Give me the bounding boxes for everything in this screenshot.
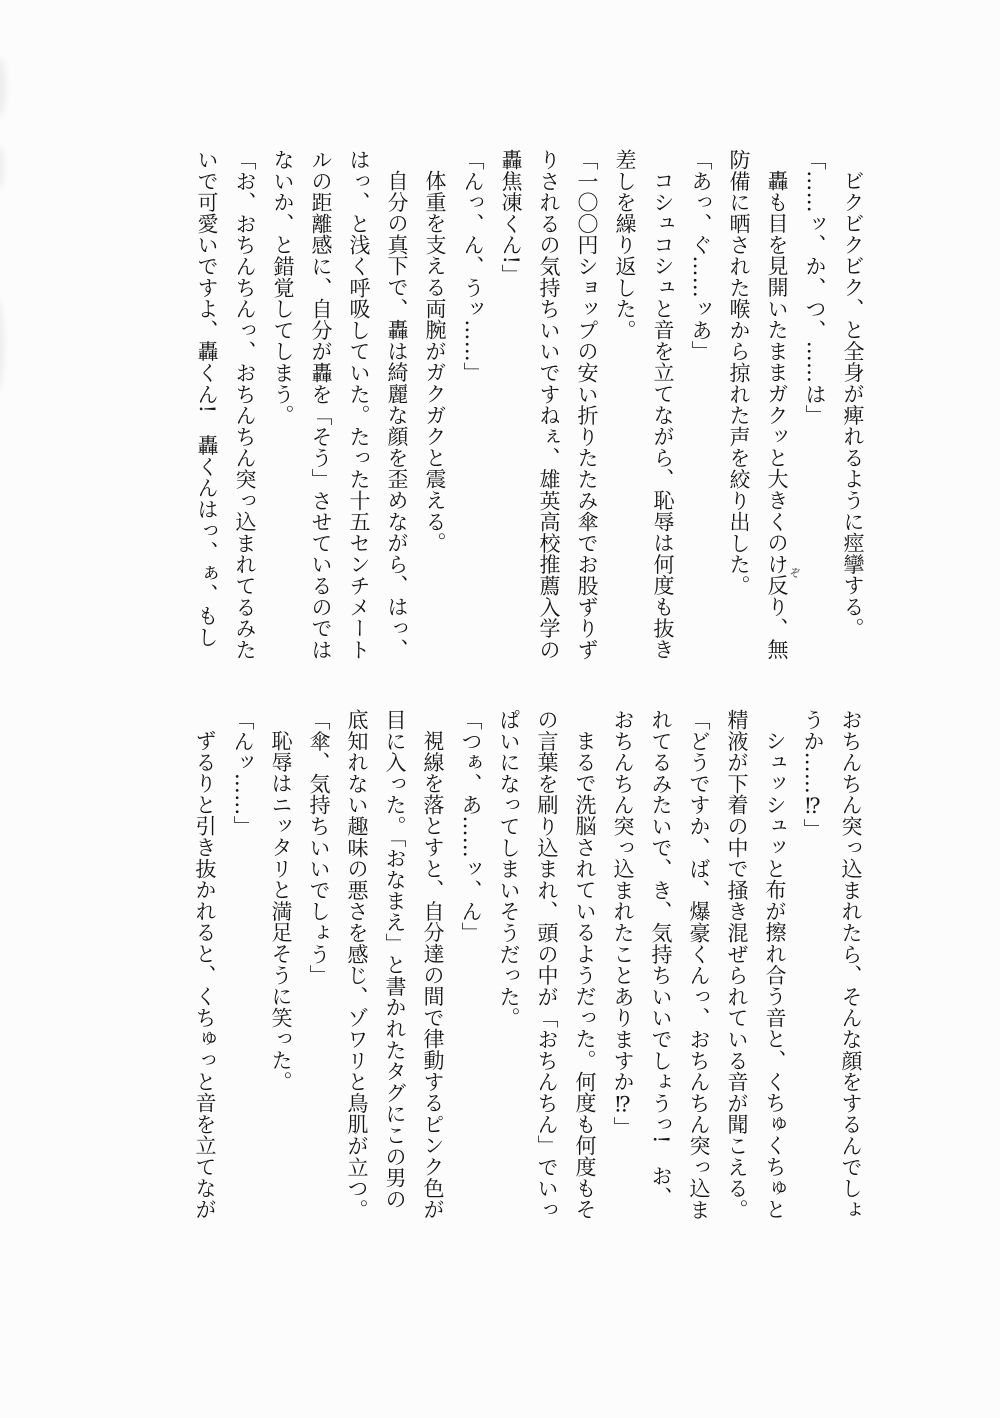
text-block-upper [188,149,872,665]
text-column: 体重を支える両腕がガクガクと震える。 [423,170,447,554]
text-column: 「傘、気持ちいいでしょう」 [307,709,331,986]
scan-artifact [0,300,4,390]
text-column: ルの距離感に、自分が轟を「そう」させているのでは [309,149,333,661]
text-column: 「んっ、ん、うッ……」 [461,149,485,384]
text-column: れてるみたいで、き、気持ちいいでしょうっ! お、 [649,709,673,1208]
text-column: はっ、と浅く呼吸していた。たった十五センチメート [347,149,371,661]
text-column: おちんちん突っ込まれたことありますか⁉」 [611,709,635,1138]
text-column: 「一〇〇円ショップの安い折りたたみ傘でお股ずりず [575,149,599,661]
text-column: いで可愛いですよ、轟くん! 轟くんはっ、ぁ、もし [195,149,219,648]
text-column: 視線を落とすと、自分達の間で律動するピンク色が [421,730,445,1221]
text-column: まるで洗脳されているようだった。何度も何度もそ [573,730,597,1221]
text-column: 自分の真下で、轟は綺麗な顔を歪めながら、はっ、 [385,170,409,661]
text-column: 「あっ、ぐ……ッあ」 [689,149,713,362]
text-column: 「つぁ、あ……ッ、ん」 [459,709,483,944]
text-column: おちんちん突っ込まれたら、そんな顔をするんでしょ [839,709,863,1221]
text-column: 精液が下着の中で掻き混ぜられている音が聞こえる。 [725,709,749,1221]
text-column: うか……⁉」 [801,709,825,840]
text-column: 恥辱はニッタリと満足そうに笑った。 [269,730,293,1093]
text-column: 底知れない趣味の悪さを感じ、ゾワリと鳥肌が立つ。 [345,709,369,1221]
text-column: ビクビクビク、と全身が痺れるように痙攣する。 [841,170,865,639]
text-column: コシュコシュと音を立てながら、恥辱は何度も抜き [651,170,675,661]
text-column: 防備に晒された喉から掠れた声を絞り出した。 [727,149,751,597]
text-column: りされるの気持ちいいですねぇ、雄英高校推薦入学の [537,149,561,661]
text-column: ずるりと引き抜かれると、くちゅっと音を立てなが [193,730,217,1221]
text-column: シュッシュッと布が擦れ合う音と、くちゅくちゅと [763,730,787,1221]
text-column: 「んッ……」 [231,709,255,837]
text-column: 「……ッ、か、つ、……は」 [803,149,827,426]
text-block-lower [186,709,870,1225]
scan-artifact [0,58,6,116]
text-column: の言葉を刷り込まれ、頭の中が「おちんちん」でいっ [535,709,559,1221]
text-column: 轟焦凍くん!」 [499,149,523,286]
text-column: ぱいになってしまいそうだった。 [497,709,521,1029]
text-column: 差しを繰り返した。 [613,149,637,341]
text-column: 「どうですか、ば、爆豪くんっ、おちんちん突っ込ま [687,709,711,1221]
text-column: 轟も目を見開いたままガクッと大きくのけ反り、無 [765,170,789,661]
scan-artifact [0,146,4,188]
furigana-ruby: ぞ [788,567,801,578]
text-column: 「お、おちんちんっ、おちんちん突っ込まれてるみた [233,149,257,661]
text-column: ないか、と錯覚してしまう。 [271,149,295,426]
text-column: 目に入った。「おなまえ」と書かれたタグにこの男の [383,709,407,1210]
